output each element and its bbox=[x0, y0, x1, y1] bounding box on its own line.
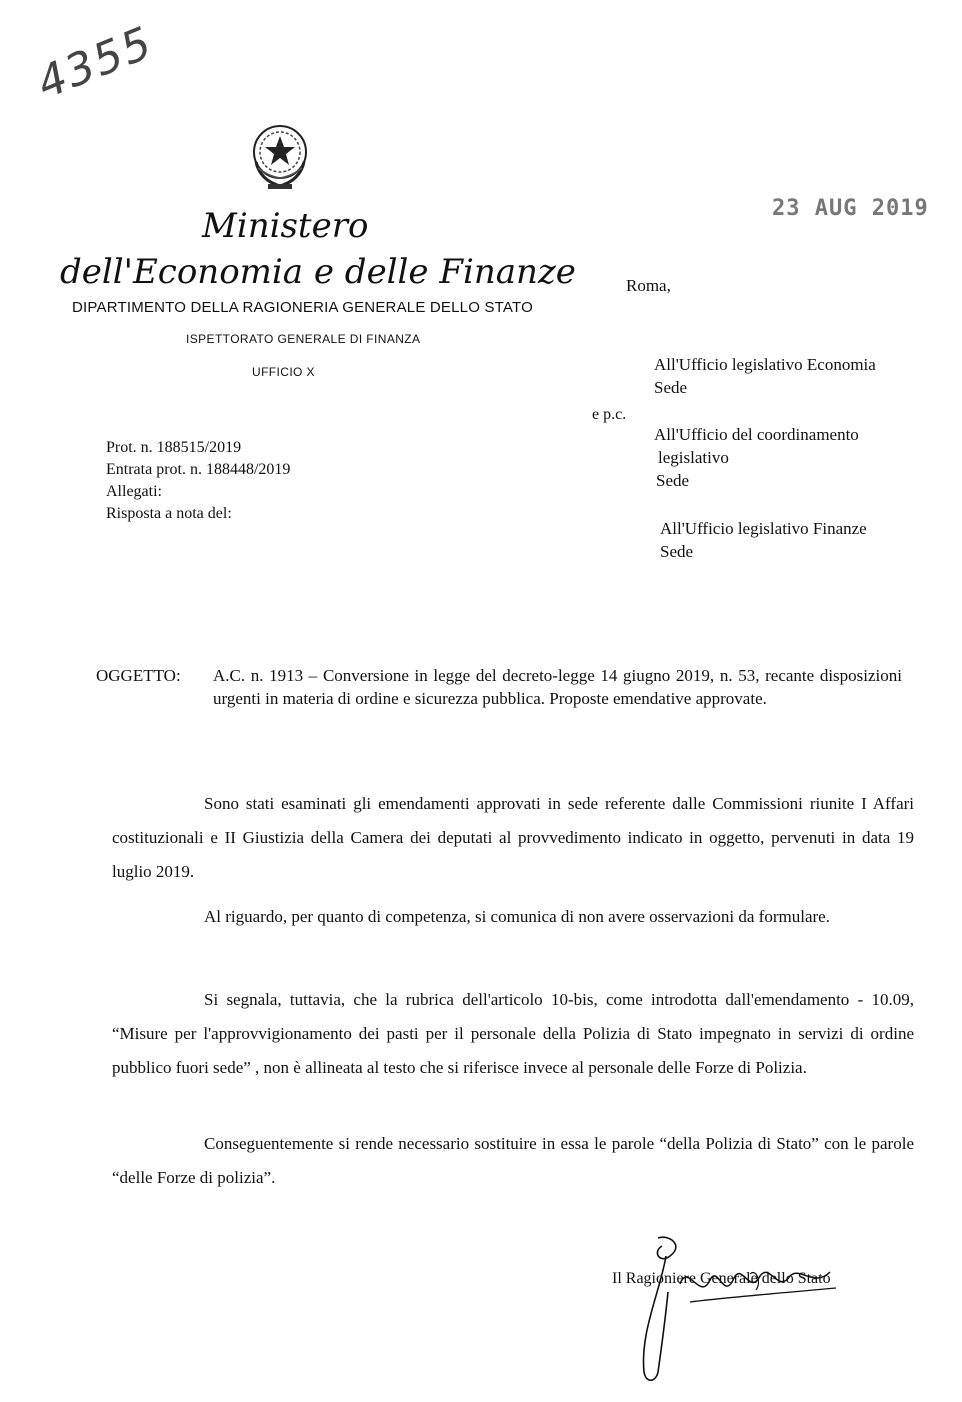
recipient-cc-2-name: All'Ufficio legislativo Finanze bbox=[660, 519, 867, 538]
subject-label: OGGETTO: bbox=[96, 666, 181, 685]
place-label: Roma, bbox=[626, 276, 671, 295]
recipient-primary-seat: Sede bbox=[654, 378, 688, 397]
body-paragraph-4: Conseguentemente si rende necessario sostituire in essa le parole “della Polizia di Stato” con le parole “delle Forze di polizia”. bbox=[112, 1134, 914, 1187]
reply-to-label: Risposta a nota del: bbox=[106, 505, 232, 522]
body-paragraph-1: Sono stati esaminati gli emendamenti approvati in sede referente dalle Commissioni riunite I Affari costituzionali e II Giustizia della Camera dei deputati al provvedimento indicato in oggetto, pervenuti in data 19 luglio 2019. bbox=[112, 794, 914, 881]
subject-block bbox=[96, 664, 902, 710]
subject-text: A.C. n. 1913 – Conversione in legge del decreto-legge 14 giugno 2019, n. 53, recante disposizioni urgenti in materia di ordine e sicurezza pubblica. Proposte emendative approvate. bbox=[213, 666, 902, 708]
ministry-name-line2: dell'Economia e delle Finanze bbox=[60, 252, 576, 292]
cc-label: e p.c. bbox=[592, 406, 627, 423]
inspectorate-name: ISPETTORATO GENERALE DI FINANZA bbox=[186, 332, 421, 346]
ministry-name-line1: Ministero bbox=[202, 206, 369, 246]
recipient-cc-1 bbox=[654, 423, 859, 492]
republic-emblem-icon bbox=[248, 118, 312, 194]
attachments-label: Allegati: bbox=[106, 483, 162, 500]
recipient-cc-2-seat: Sede bbox=[660, 542, 694, 561]
body-paragraph-2: Al riguardo, per quanto di competenza, si comunica di non avere osservazioni da formulare. bbox=[204, 907, 830, 926]
recipient-cc-1-name-cont: legislativo bbox=[658, 448, 729, 467]
date-stamp: 23 AUG 2019 bbox=[772, 196, 929, 221]
handwritten-number: 4355 bbox=[30, 17, 161, 110]
department-name: DIPARTIMENTO DELLA RAGIONERIA GENERALE DELLO STATO bbox=[72, 299, 533, 316]
recipient-cc-1-seat: Sede bbox=[656, 471, 690, 490]
recipient-primary-name: All'Ufficio legislativo Economia bbox=[654, 355, 876, 374]
recipient-cc-1-name: All'Ufficio del coordinamento bbox=[654, 425, 859, 444]
signatory-title: Il Ragioniere Generale dello Stato bbox=[612, 1270, 831, 1287]
office-name: UFFICIO X bbox=[252, 365, 315, 379]
recipient-primary bbox=[654, 353, 876, 399]
body-paragraph-3: Si segnala, tuttavia, che la rubrica dell'articolo 10-bis, come introdotta dall'emendamento - 10.09, “Misure per l'approvvigionamento dei pasti per il personale della Polizia di Stato impegnato in servizi di ordine pubblico fuori sede” , non è allineata al testo che si riferisce invece al personale delle Forze di Polizia. bbox=[112, 990, 914, 1077]
protocol-number: Prot. n. 188515/2019 bbox=[106, 439, 242, 456]
protocol-block bbox=[106, 437, 290, 525]
recipient-cc-2 bbox=[660, 517, 867, 563]
incoming-protocol-number: Entrata prot. n. 188448/2019 bbox=[106, 461, 291, 478]
handwritten-signature-icon bbox=[600, 1232, 860, 1392]
